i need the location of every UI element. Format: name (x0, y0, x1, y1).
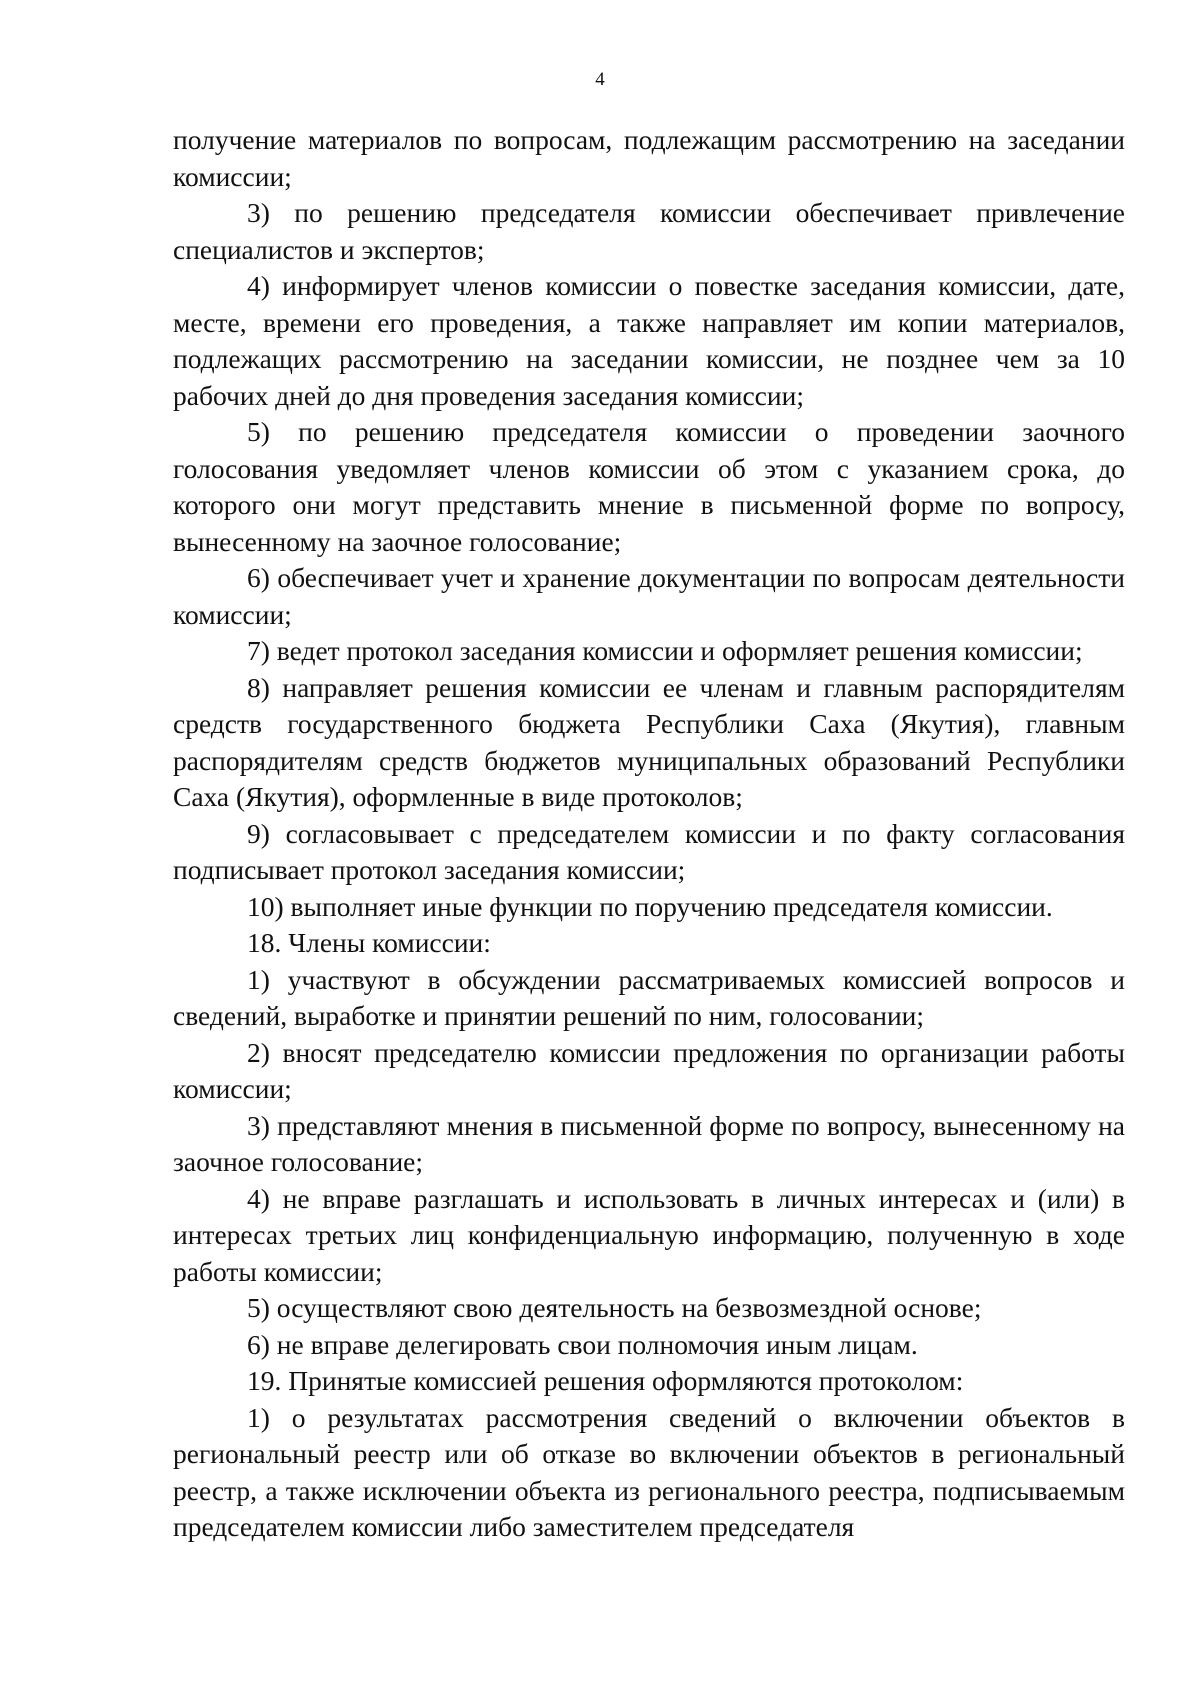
paragraph: 5) по решению председателя комиссии о проведении заочного голосования уведомляет членов комиссии об этом с указанием срока, до которого они могут представить мнение в письменной форме по вопросу, вынесенному на заочное голосование; (173, 416, 1125, 557)
paragraph: 6) не вправе делегировать свои полномочия иным лицам. (247, 1328, 918, 1360)
paragraph: 6) обеспечивает учет и хранение документации по вопросам деятельности комиссии; (173, 562, 1125, 630)
paragraph: 7) ведет протокол заседания комиссии и оформляет решения комиссии; (247, 635, 1083, 666)
paragraph: получение материалов по вопросам, подлежащим рассмотрению на заседании комиссии; (173, 124, 1125, 192)
paragraph: 1) участвуют в обсуждении рассматриваемых комиссией вопросов и сведений, выработке и принятии решений по ним, голосовании; (173, 963, 1125, 1031)
paragraph: 9) согласовывает с председателем комиссии и по факту согласования подписывает протокол заседания комиссии; (173, 817, 1125, 885)
page-number: 4 (595, 69, 605, 90)
paragraph: 3) по решению председателя комиссии обеспечивает привлечение специалистов и экспертов; (173, 197, 1125, 265)
paragraph: 19. Принятые комиссией решения оформляются протоколом: (247, 1365, 964, 1396)
paragraph: 3) представляют мнения в письменной форме по вопросу, вынесенному на заочное голосование; (173, 1109, 1125, 1177)
paragraph: 4) не вправе разглашать и использовать в личных интересах и (или) в интересах третьих лиц конфиденциальную информацию, полученную в ходе работы комиссии; (173, 1182, 1125, 1287)
paragraph: 2) вносят председателю комиссии предложения по организации работы комиссии; (173, 1036, 1125, 1104)
document-body (173, 122, 1125, 1546)
paragraph: 8) направляет решения комиссии ее членам и главным распорядителям средств государственного бюджета Республики Саха (Якутия), главным распорядителям средств бюджетов муниципальных образований Республики Саха (Якутия), оформленные в виде протоколов; (173, 671, 1125, 812)
paragraph: 1) о результатах рассмотрения сведений о включении объектов в региональный реестр или об отказе во включении объектов в региональный реестр, а также исключении объекта из регионального реестра, подписываемым председателем комиссии либо заместителем председателя (173, 1401, 1125, 1542)
paragraph: 5) осуществляют свою деятельность на безвозмездной основе; (247, 1292, 982, 1323)
paragraph: 18. Члены комиссии: (247, 927, 491, 958)
paragraph: 4) информирует членов комиссии о повестке заседания комиссии, дате, месте, времени его проведения, а также направляет им копии материалов, подлежащих рассмотрению на заседании комиссии, не позднее чем за 10 рабочих дней до дня проведения заседания комиссии; (173, 270, 1125, 411)
paragraph: 10) выполняет иные функции по поручению председателя комиссии. (247, 890, 1053, 922)
